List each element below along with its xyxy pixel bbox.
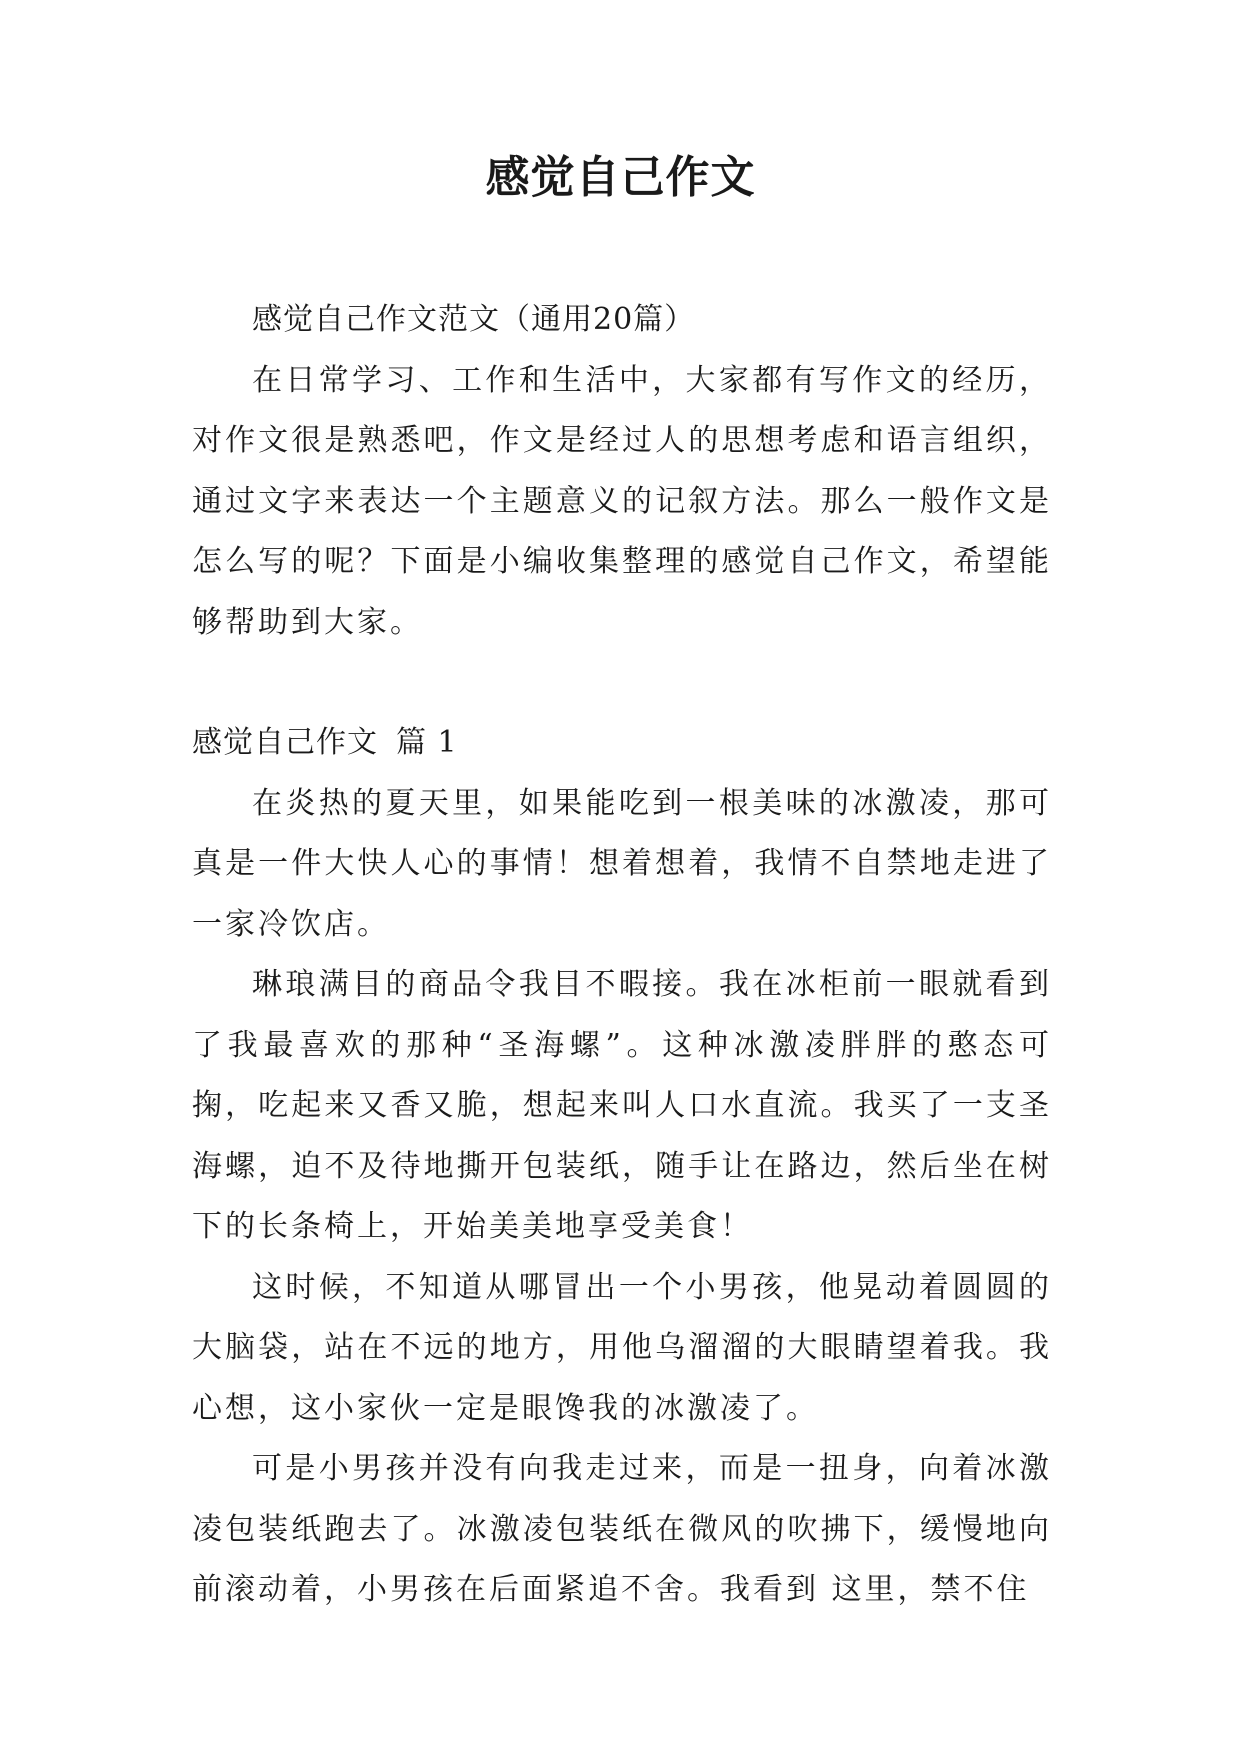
body-paragraph: 这时候，不知道从哪冒出一个小男孩，他晃动着圆圆的大脑袋，站在不远的地方，用他乌溜溜的大眼睛望着我。我心想，这小家伙一定是眼馋我的冰激凌了。: [192, 1269, 1052, 1426]
section-heading-number: 篇 1: [396, 725, 458, 760]
body-paragraph: 琳琅满目的商品令我目不暇接。我在冰柜前一眼就看到了我最喜欢的那种“圣海螺”。这种冰激凌胖胖的憨态可掬，吃起来又香又脆，想起来叫人口水直流。我买了一支圣海螺，迫不及待地撕开包装纸，随手让在路边，然后坐在树下的长条椅上，开始美美地享受美食！: [192, 967, 1052, 1244]
document-subtitle: 感觉自己作文范文（通用20篇）: [252, 302, 696, 337]
section-heading: [192, 713, 1052, 774]
section-heading-title: 感觉自己作文: [192, 725, 378, 760]
document-body: [192, 290, 1052, 1621]
document-title: 感觉自己作文: [485, 152, 756, 203]
intro-paragraph: 在日常学习、工作和生活中，大家都有写作文的经历，对作文很是熟悉吧，作文是经过人的思想考虑和语言组织，通过文字来表达一个主题意义的记叙方法。那么一般作文是怎么写的呢？下面是小编收集整理的感觉自己作文，希望能够帮助到大家。: [192, 362, 1052, 640]
body-paragraph: 可是小男孩并没有向我走过来，而是一扭身，向着冰激凌包装纸跑去了。冰激凌包装纸在微风的吹拂下，缓慢地向前滚动着，小男孩在后面紧追不舍。我看到 这里，禁不住: [192, 1451, 1052, 1607]
body-paragraph: 在炎热的夏天里，如果能吃到一根美味的冰激凌，那可真是一件大快人心的事情！想着想着，我情不自禁地走进了一家冷饮店。: [192, 785, 1052, 942]
